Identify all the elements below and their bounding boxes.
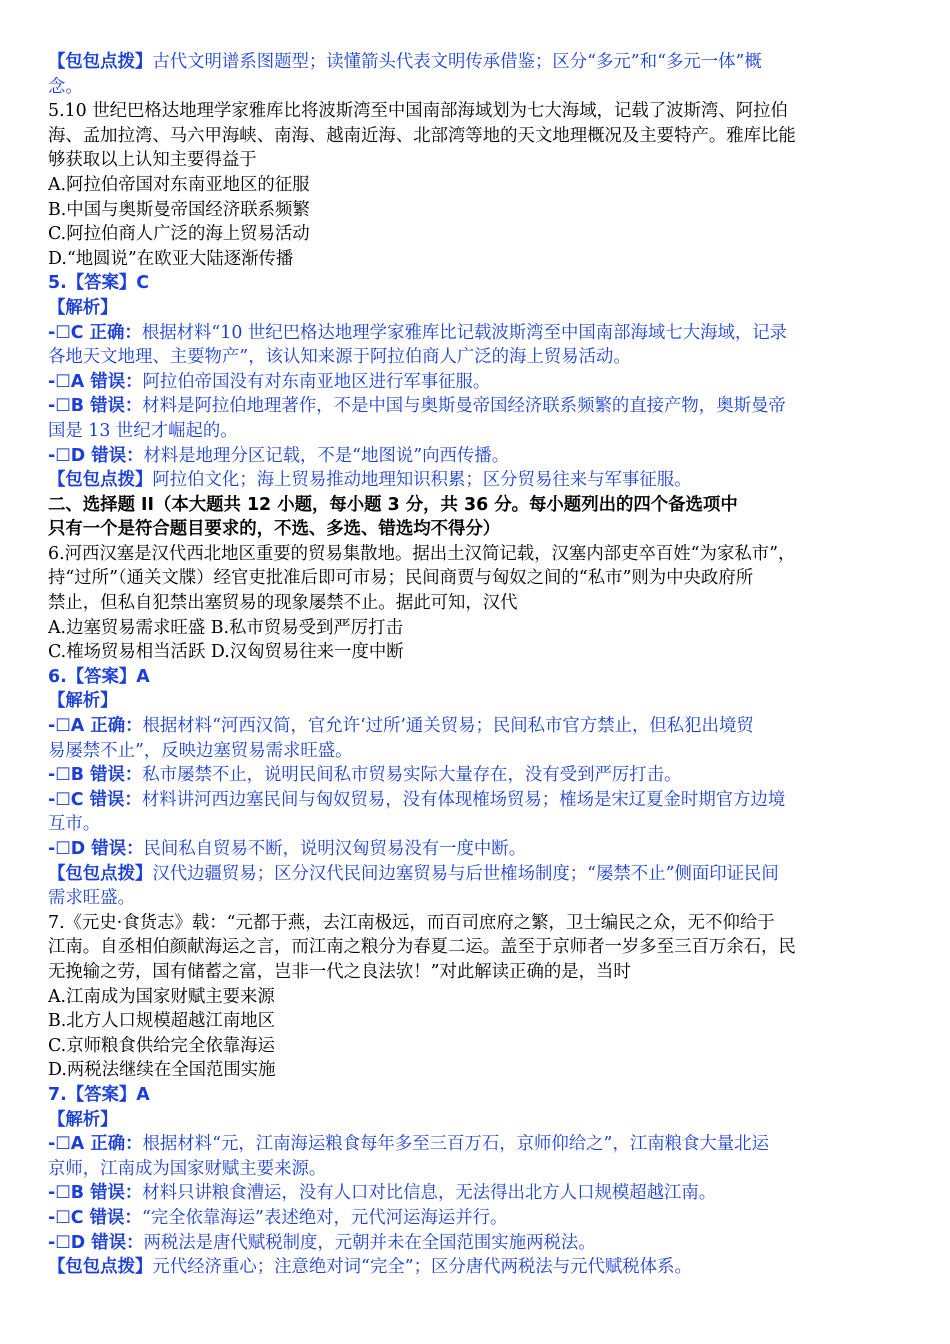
text-line: [48, 321, 908, 346]
analysis-item: [48, 370, 908, 395]
text-line: [48, 247, 908, 272]
line-text: 互市。: [48, 814, 101, 835]
text-line: [48, 886, 908, 911]
line-text: 元代经济重心；注意绝对词“完全”；区分唐代两税法与元代赋税体系。: [152, 1257, 692, 1278]
text-line: [48, 566, 908, 591]
line-text: 持“过所”（通关文牒）经官吏批准后即可市易；民间商贾与匈奴之间的“私市”则为中央政府所: [48, 568, 754, 589]
text-line: [48, 1157, 908, 1182]
line-text: 5.10 世纪巴格达地理学家雅库比将波斯湾至中国南部海域划为七大海域，记载了波斯湾、阿拉伯: [48, 101, 788, 122]
line-text: B.中国与奥斯曼帝国经济联系频繁: [48, 199, 310, 220]
analysis-item: [48, 714, 908, 763]
line-text: 材料是阿拉伯地理著作，不是中国与奥斯曼帝国经济联系频繁的直接产物，奥斯曼帝: [142, 396, 786, 417]
analysis-item: [48, 321, 908, 370]
analysis-heading: [48, 296, 908, 321]
line-text: 【解析】: [48, 691, 118, 712]
question-stem: [48, 911, 908, 985]
text-line: [48, 1083, 908, 1108]
analysis-heading: [48, 689, 908, 714]
text-line: [48, 50, 908, 75]
text-line: [48, 148, 908, 173]
answer-line: [48, 271, 908, 296]
text-line: [48, 99, 908, 124]
text-line: [48, 198, 908, 223]
text-line: [48, 271, 908, 296]
line-text: 根据材料“10 世纪巴格达地理学家雅库比记载波斯湾至中国南部海域七大海域，记录: [141, 322, 788, 343]
text-line: [48, 591, 908, 616]
text-line: [48, 739, 908, 764]
text-line: [48, 468, 908, 493]
text-line: [48, 1231, 908, 1256]
section-heading: [48, 493, 908, 542]
text-line: [48, 960, 908, 985]
text-line: [48, 296, 908, 321]
text-line: [48, 665, 908, 690]
line-text: C.京师粮食供给完全依靠海运: [48, 1035, 275, 1056]
text-line: [48, 394, 908, 419]
text-line: [48, 763, 908, 788]
line-text: 两税法是唐代赋税制度，元朝并未在全国范围实施两税法。: [143, 1232, 596, 1253]
line-text: 够获取以上认知主要得益于: [48, 150, 257, 171]
analysis-option-head: -☐A 错误：: [48, 371, 143, 392]
line-text: 根据材料“河西汉简，官允许‘过所’通关贸易；民间私市官方禁止，但私犯出境贸: [142, 716, 754, 737]
answer-line: [48, 1083, 908, 1108]
text-line: [48, 370, 908, 395]
tip-label: 【包包点拨】: [48, 52, 153, 72]
tip-block: [48, 1255, 908, 1280]
text-line: [48, 985, 908, 1010]
line-text: C.榷场贸易相当活跃 D.汉匈贸易往来一度中断: [48, 642, 404, 663]
line-text: 需求旺盛。: [48, 888, 135, 909]
text-line: [48, 837, 908, 862]
analysis-item: [48, 763, 908, 788]
tip-block: [48, 862, 908, 911]
line-text: 材料是地理分区记载，不是“地图说”向西传播。: [143, 445, 510, 466]
line-text: 阿拉伯帝国没有对东南亚地区进行军事征服。: [142, 371, 491, 392]
text-line: [48, 517, 908, 542]
line-text: 江南。自丞相伯颜献海运之言，而江南之粮分为春夏二运。盖至于京师者一岁多至三百万余石，民: [48, 937, 796, 958]
analysis-option-head: -☐B 错误：: [48, 765, 143, 786]
analysis-option-head: -☐B 错误：: [48, 1183, 143, 1204]
line-text: 只有一个是符合题目要求的，不选、多选、错选均不得分）: [48, 519, 501, 540]
text-line: [48, 1034, 908, 1059]
options-block: [48, 616, 908, 665]
text-line: [48, 222, 908, 247]
analysis-item: [48, 394, 908, 443]
text-line: [48, 788, 908, 813]
analysis-item: [48, 1231, 908, 1256]
line-text: 阿拉伯文化；海上贸易推动地理知识积累；区分贸易往来与军事征服。: [152, 470, 692, 491]
line-text: 根据材料“元，江南海运粮食每年多至三百万石，京师仰给之”，江南粮食大量北运: [142, 1134, 769, 1155]
line-text: B.北方人口规模超越江南地区: [48, 1011, 275, 1032]
text-line: [48, 1132, 908, 1157]
analysis-option-head: -☐A 正确：: [48, 1134, 143, 1155]
line-text: 国是 13 世纪才崛起的。: [48, 420, 238, 441]
line-text: 民间私自贸易不断，说明汉匈贸易没有一度中断。: [143, 839, 527, 859]
line-text: 材料只讲粮食漕运，没有人口对比信息，无法得出北方人口规模超越江南。: [142, 1183, 717, 1204]
line-text: 6.【答案】A: [48, 666, 150, 687]
document-page: [48, 50, 908, 1280]
text-line: [48, 689, 908, 714]
line-text: 5.【答案】C: [48, 273, 150, 294]
line-text: D.“地圆说”在欧亚大陆逐渐传播: [48, 248, 294, 269]
text-line: [48, 640, 908, 665]
line-text: “完全依靠海运”表述绝对，元代河运海运并行。: [141, 1207, 508, 1228]
analysis-item: [48, 788, 908, 837]
options-block: [48, 985, 908, 1083]
text-line: [48, 616, 908, 641]
text-line: [48, 444, 908, 469]
line-text: 念。: [48, 76, 83, 97]
question-stem: [48, 99, 908, 173]
line-text: 海、孟加拉湾、马六甲海峡、南海、越南近海、北部湾等地的天文地理概况及主要特产。雅库比能: [48, 125, 796, 146]
analysis-item: [48, 1206, 908, 1231]
tip-label: 【包包点拨】: [48, 1257, 153, 1278]
analysis-option-head: -☐C 正确：: [48, 322, 142, 343]
text-line: [48, 935, 908, 960]
analysis-option-head: -☐C 错误：: [48, 789, 142, 810]
text-line: [48, 1058, 908, 1083]
analysis-option-head: -☐C 错误：: [48, 1207, 142, 1228]
line-text: 【解析】: [48, 1109, 118, 1130]
analysis-option-head: -☐D 错误：: [48, 839, 144, 859]
tip-block: [48, 468, 908, 493]
line-text: 私市屡禁不止，说明民间私市贸易实际大量存在，没有受到严厉打击。: [142, 765, 682, 786]
line-text: D.两税法继续在全国范围实施: [48, 1060, 276, 1081]
text-line: [48, 173, 908, 198]
line-text: 二、选择题 II（本大题共 12 小题，每小题 3 分，共 36 分。每小题列出的四个备选项中: [48, 494, 738, 515]
analysis-option-head: -☐D 错误：: [48, 1232, 144, 1253]
tip-block: [48, 50, 908, 99]
options-block: [48, 173, 908, 271]
question-stem: [48, 542, 908, 616]
line-text: 各地天文地理、主要物产”，该认知来源于阿拉伯商人广泛的海上贸易活动。: [48, 347, 631, 368]
analysis-item: [48, 444, 908, 469]
analysis-option-head: -☐A 正确：: [48, 716, 143, 737]
line-text: 6.河西汉塞是汉代西北地区重要的贸易集散地。据出土汉简记载，汉塞内部吏卒百姓“为家私市”，: [48, 543, 796, 564]
text-line: [48, 75, 908, 100]
tip-label: 【包包点拨】: [48, 863, 153, 884]
line-text: A.边塞贸易需求旺盛 B.私市贸易受到严厉打击: [48, 617, 403, 638]
analysis-item: [48, 1181, 908, 1206]
line-text: 7.《元史·食货志》载：“元都于燕，去江南极远，而百司庶府之繁，卫士编民之众，无不仰给于: [48, 912, 775, 933]
line-text: C.阿拉伯商人广泛的海上贸易活动: [48, 224, 310, 245]
analysis-option-head: -☐D 错误：: [48, 445, 144, 466]
text-line: [48, 1009, 908, 1034]
text-line: [48, 493, 908, 518]
analysis-option-head: -☐B 错误：: [48, 396, 143, 417]
text-line: [48, 714, 908, 739]
line-text: 易屡禁不止”，反映边塞贸易需求旺盛。: [48, 740, 353, 761]
line-text: A.江南成为国家财赋主要来源: [48, 986, 275, 1007]
text-line: [48, 124, 908, 149]
analysis-heading: [48, 1108, 908, 1133]
text-line: [48, 345, 908, 370]
text-line: [48, 1206, 908, 1231]
text-line: [48, 1108, 908, 1133]
text-line: [48, 542, 908, 567]
line-text: 材料讲河西边塞民间与匈奴贸易，没有体现榷场贸易；榷场是宋辽夏金时期官方边境: [141, 789, 786, 810]
text-line: [48, 862, 908, 887]
line-text: 【解析】: [48, 297, 118, 318]
line-text: 汉代边疆贸易；区分汉代民间边塞贸易与后世榷场制度；“屡禁不止”侧面印证民间: [152, 863, 779, 884]
line-text: 无挽输之劳，国有储蓄之富，岂非一代之良法欤！”对此解读正确的是，当时: [48, 961, 631, 982]
analysis-item: [48, 837, 908, 862]
tip-label: 【包包点拨】: [48, 470, 153, 491]
text-line: [48, 911, 908, 936]
text-line: [48, 812, 908, 837]
line-text: 7.【答案】A: [48, 1084, 150, 1105]
text-line: [48, 1181, 908, 1206]
analysis-item: [48, 1132, 908, 1181]
line-text: 古代文明谱系图题型；读懂箭头代表文明传承借鉴；区分“多元”和“多元一体”概: [152, 52, 762, 72]
text-line: [48, 1255, 908, 1280]
answer-line: [48, 665, 908, 690]
line-text: 京师，江南成为国家财赋主要来源。: [48, 1158, 327, 1179]
text-line: [48, 419, 908, 444]
line-text: A.阿拉伯帝国对东南亚地区的征服: [48, 174, 310, 195]
line-text: 禁止，但私自犯禁出塞贸易的现象屡禁不止。据此可知，汉代: [48, 593, 518, 614]
